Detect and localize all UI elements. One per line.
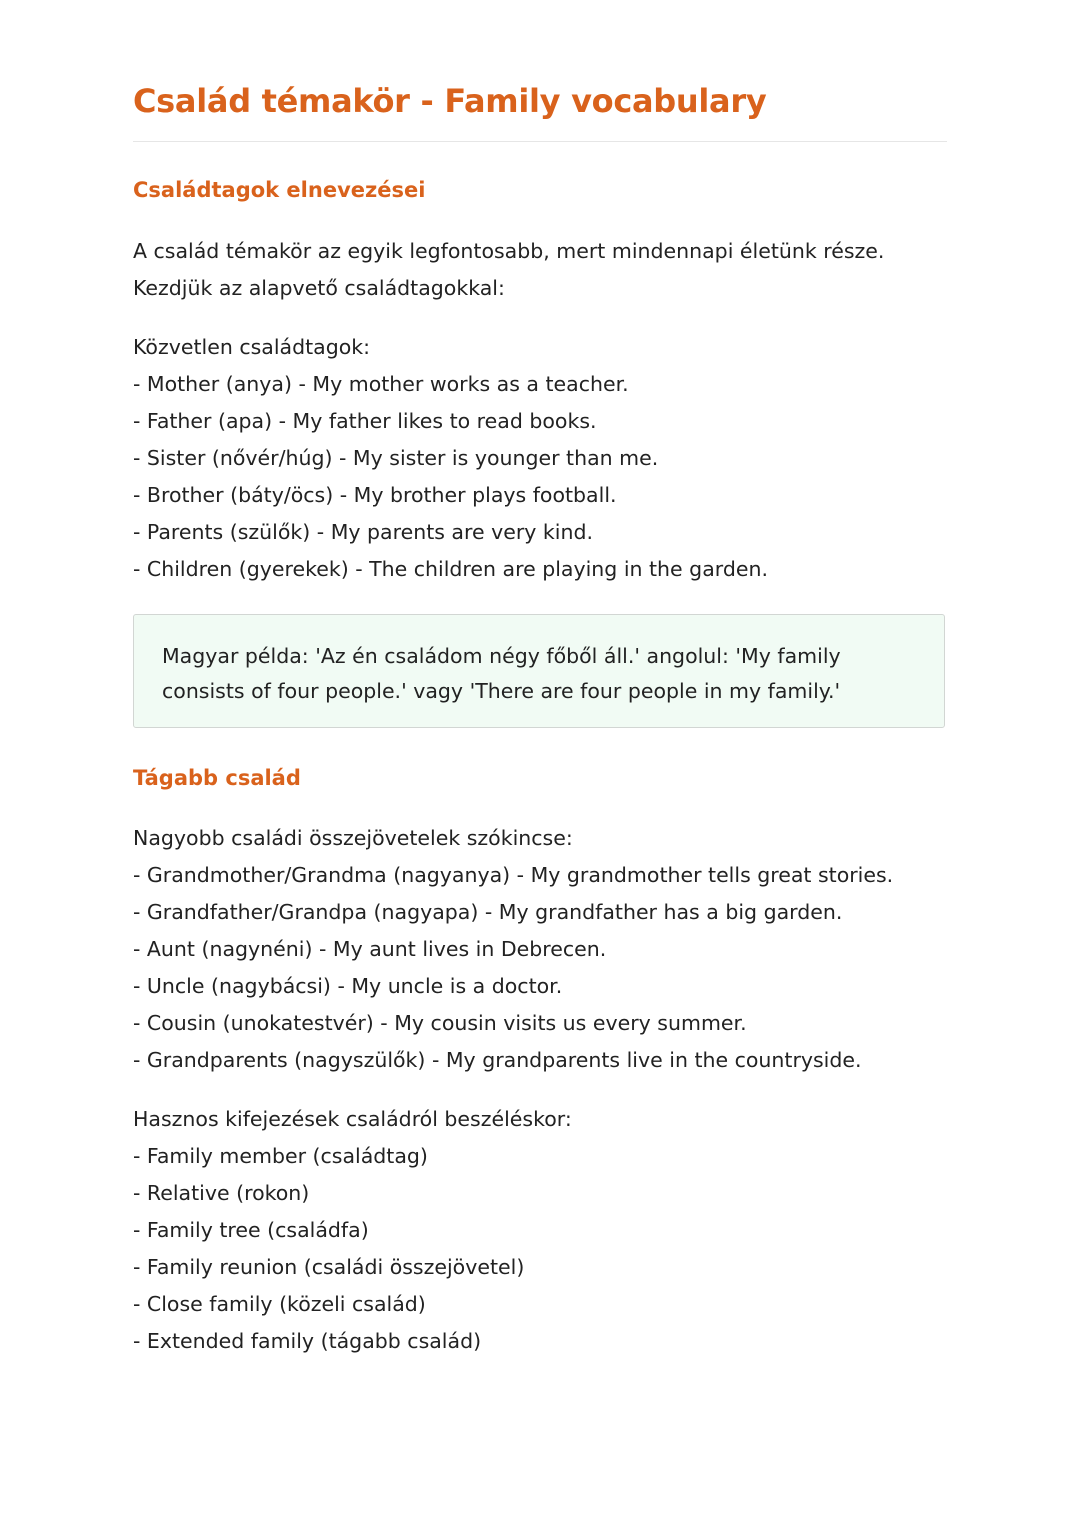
list-item: - Family member (családtag) <box>133 1144 428 1168</box>
list-title: Nagyobb családi összejövetelek szókincse: <box>133 826 573 850</box>
list-item: - Father (apa) - My father likes to read books. <box>133 409 597 433</box>
title-divider <box>133 141 947 142</box>
callout-text: Magyar példa: 'Az én családom négy főből áll.' angolul: 'My family consists of four people.' vagy 'There are four people in my family.' <box>162 644 841 703</box>
immediate-family-list <box>133 329 768 588</box>
section-heading-family-members: Családtagok elnevezései <box>133 178 426 202</box>
intro-line: A család témakör az egyik legfontosabb, mert mindennapi életünk része. <box>133 239 885 263</box>
list-item: - Children (gyerekek) - The children are playing in the garden. <box>133 557 768 581</box>
list-item: - Uncle (nagybácsi) - My uncle is a doctor. <box>133 974 563 998</box>
list-item: - Grandmother/Grandma (nagyanya) - My grandmother tells great stories. <box>133 863 894 887</box>
list-item: - Grandfather/Grandpa (nagyapa) - My grandfather has a big garden. <box>133 900 843 924</box>
extended-family-list <box>133 820 893 1079</box>
list-item: - Aunt (nagynéni) - My aunt lives in Debrecen. <box>133 937 607 961</box>
list-item: - Mother (anya) - My mother works as a teacher. <box>133 372 629 396</box>
section-heading-extended-family: Tágabb család <box>133 766 301 790</box>
example-callout <box>133 614 945 728</box>
list-item: - Sister (nővér/húg) - My sister is younger than me. <box>133 446 659 470</box>
list-item: - Parents (szülők) - My parents are very kind. <box>133 520 594 544</box>
list-title: Közvetlen családtagok: <box>133 335 371 359</box>
list-item: - Family reunion (családi összejövetel) <box>133 1255 525 1279</box>
list-item: - Relative (rokon) <box>133 1181 310 1205</box>
list-item: - Close family (közeli család) <box>133 1292 426 1316</box>
list-item: - Brother (báty/öcs) - My brother plays football. <box>133 483 617 507</box>
page-title: Család témakör - Family vocabulary <box>133 82 767 120</box>
list-item: - Family tree (családfa) <box>133 1218 369 1242</box>
intro-line: Kezdjük az alapvető családtagokkal: <box>133 276 505 300</box>
list-item: - Cousin (unokatestvér) - My cousin visits us every summer. <box>133 1011 747 1035</box>
list-item: - Grandparents (nagyszülők) - My grandparents live in the countryside. <box>133 1048 862 1072</box>
section-intro <box>133 233 884 307</box>
list-item: - Extended family (tágabb család) <box>133 1329 482 1353</box>
useful-phrases-list <box>133 1101 572 1360</box>
list-title: Hasznos kifejezések családról beszéléskor: <box>133 1107 572 1131</box>
